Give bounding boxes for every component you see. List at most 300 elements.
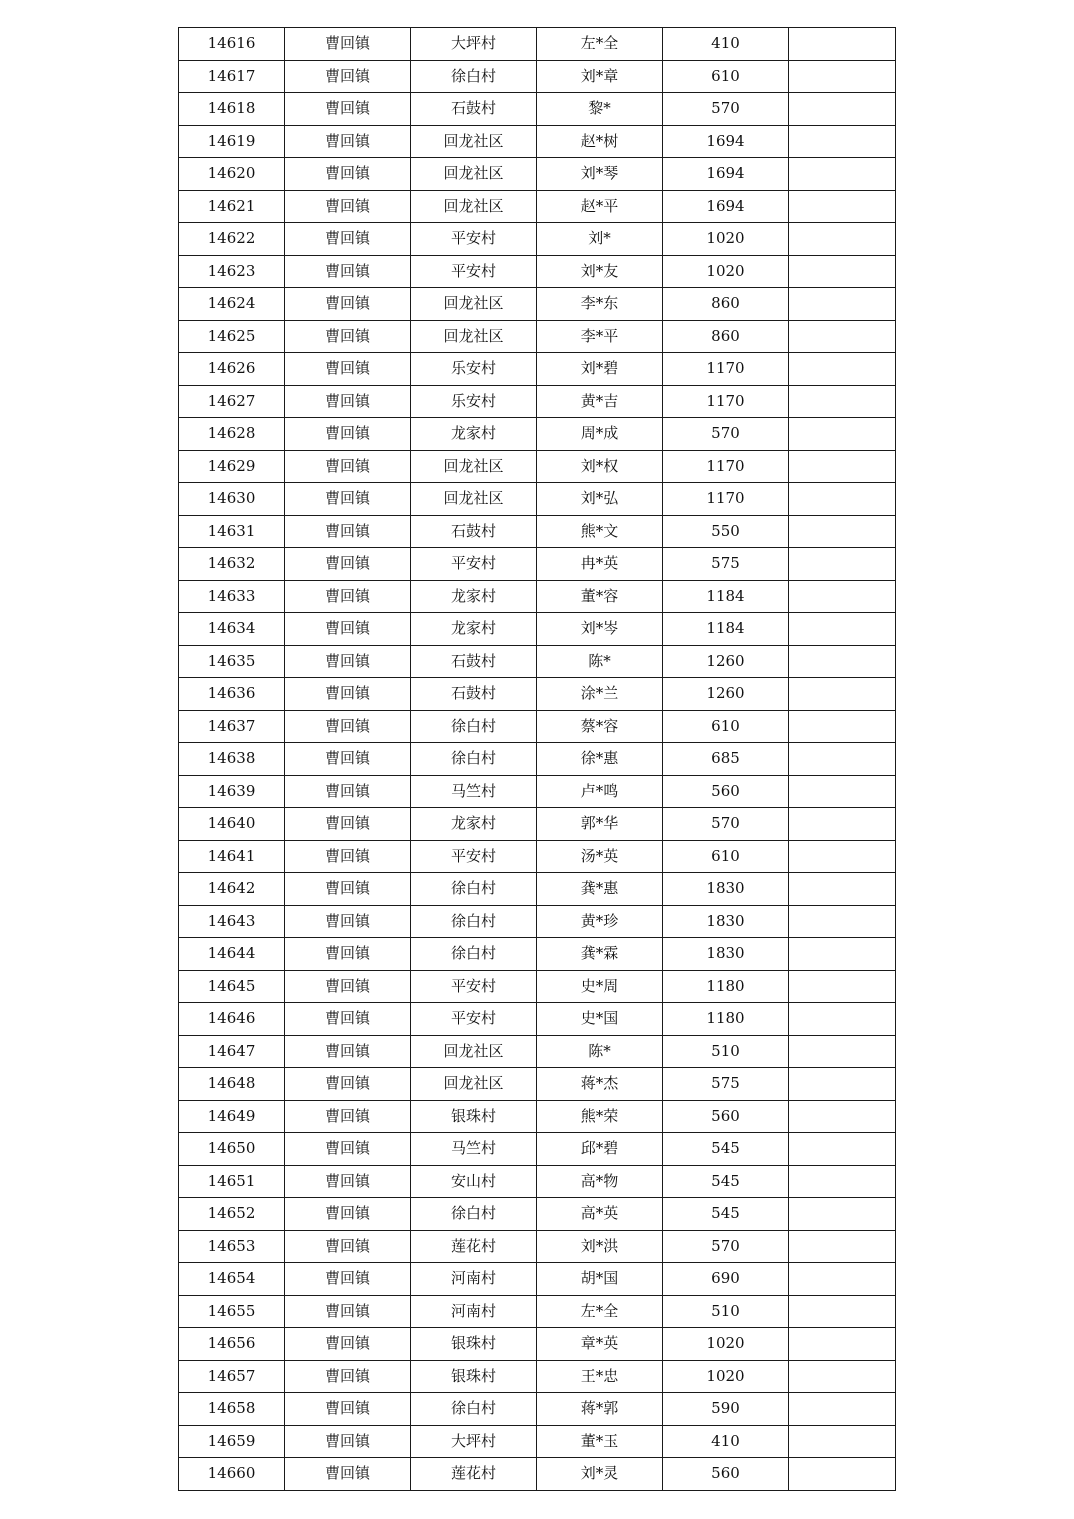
cell-village: 徐白村 (411, 938, 537, 971)
cell-note (789, 678, 896, 711)
cell-serial-number: 14634 (179, 613, 285, 646)
cell-amount: 1020 (663, 255, 789, 288)
cell-town: 曹回镇 (285, 1003, 411, 1036)
cell-amount: 570 (663, 808, 789, 841)
cell-town: 曹回镇 (285, 1425, 411, 1458)
cell-note (789, 450, 896, 483)
cell-serial-number: 14622 (179, 223, 285, 256)
cell-village: 徐白村 (411, 905, 537, 938)
cell-person-name: 龚*惠 (537, 873, 663, 906)
cell-amount: 570 (663, 418, 789, 451)
cell-town: 曹回镇 (285, 1198, 411, 1231)
cell-serial-number: 14638 (179, 743, 285, 776)
cell-village: 大坪村 (411, 1425, 537, 1458)
cell-town: 曹回镇 (285, 60, 411, 93)
cell-amount: 685 (663, 743, 789, 776)
cell-serial-number: 14641 (179, 840, 285, 873)
cell-village: 龙家村 (411, 418, 537, 451)
cell-town: 曹回镇 (285, 223, 411, 256)
cell-serial-number: 14651 (179, 1165, 285, 1198)
cell-note (789, 840, 896, 873)
cell-person-name: 董*容 (537, 580, 663, 613)
cell-serial-number: 14644 (179, 938, 285, 971)
cell-town: 曹回镇 (285, 1328, 411, 1361)
cell-note (789, 1230, 896, 1263)
cell-village: 银珠村 (411, 1328, 537, 1361)
cell-note (789, 613, 896, 646)
table-row (179, 353, 896, 386)
cell-village: 石鼓村 (411, 515, 537, 548)
cell-person-name: 王*忠 (537, 1360, 663, 1393)
cell-note (789, 255, 896, 288)
cell-serial-number: 14637 (179, 710, 285, 743)
cell-serial-number: 14655 (179, 1295, 285, 1328)
table-row (179, 223, 896, 256)
cell-person-name: 汤*英 (537, 840, 663, 873)
cell-town: 曹回镇 (285, 645, 411, 678)
cell-serial-number: 14629 (179, 450, 285, 483)
table-body (179, 28, 896, 1491)
cell-town: 曹回镇 (285, 1393, 411, 1426)
cell-amount: 560 (663, 1100, 789, 1133)
cell-amount: 1170 (663, 385, 789, 418)
cell-note (789, 1198, 896, 1231)
cell-town: 曹回镇 (285, 1360, 411, 1393)
cell-person-name: 左*全 (537, 28, 663, 61)
cell-note (789, 223, 896, 256)
cell-town: 曹回镇 (285, 905, 411, 938)
cell-village: 平安村 (411, 970, 537, 1003)
table-row (179, 158, 896, 191)
cell-amount: 610 (663, 60, 789, 93)
cell-note (789, 905, 896, 938)
cell-village: 回龙社区 (411, 190, 537, 223)
cell-person-name: 胡*国 (537, 1263, 663, 1296)
cell-note (789, 1133, 896, 1166)
cell-serial-number: 14646 (179, 1003, 285, 1036)
cell-amount: 510 (663, 1035, 789, 1068)
cell-note (789, 1458, 896, 1491)
cell-note (789, 320, 896, 353)
cell-amount: 510 (663, 1295, 789, 1328)
cell-village: 平安村 (411, 223, 537, 256)
cell-village: 龙家村 (411, 613, 537, 646)
cell-village: 银珠村 (411, 1360, 537, 1393)
cell-town: 曹回镇 (285, 1263, 411, 1296)
cell-note (789, 1165, 896, 1198)
cell-serial-number: 14628 (179, 418, 285, 451)
cell-village: 平安村 (411, 840, 537, 873)
cell-town: 曹回镇 (285, 1133, 411, 1166)
cell-town: 曹回镇 (285, 580, 411, 613)
cell-town: 曹回镇 (285, 418, 411, 451)
cell-serial-number: 14631 (179, 515, 285, 548)
cell-town: 曹回镇 (285, 873, 411, 906)
cell-amount: 1170 (663, 483, 789, 516)
table-row (179, 60, 896, 93)
table-row (179, 1165, 896, 1198)
cell-village: 回龙社区 (411, 320, 537, 353)
cell-note (789, 418, 896, 451)
cell-note (789, 125, 896, 158)
cell-person-name: 刘*弘 (537, 483, 663, 516)
cell-person-name: 刘*权 (537, 450, 663, 483)
cell-amount: 1694 (663, 158, 789, 191)
cell-amount: 1020 (663, 1328, 789, 1361)
cell-note (789, 873, 896, 906)
table-row (179, 1100, 896, 1133)
table-row (179, 125, 896, 158)
cell-serial-number: 14647 (179, 1035, 285, 1068)
cell-note (789, 808, 896, 841)
cell-town: 曹回镇 (285, 1100, 411, 1133)
table-row (179, 418, 896, 451)
cell-amount: 560 (663, 775, 789, 808)
cell-note (789, 1295, 896, 1328)
cell-serial-number: 14649 (179, 1100, 285, 1133)
cell-serial-number: 14660 (179, 1458, 285, 1491)
cell-person-name: 左*全 (537, 1295, 663, 1328)
cell-note (789, 190, 896, 223)
cell-village: 回龙社区 (411, 450, 537, 483)
cell-town: 曹回镇 (285, 515, 411, 548)
cell-town: 曹回镇 (285, 288, 411, 321)
cell-amount: 1170 (663, 450, 789, 483)
cell-note (789, 483, 896, 516)
table-row (179, 483, 896, 516)
cell-amount: 550 (663, 515, 789, 548)
cell-person-name: 涂*兰 (537, 678, 663, 711)
cell-serial-number: 14617 (179, 60, 285, 93)
table-row (179, 385, 896, 418)
cell-town: 曹回镇 (285, 28, 411, 61)
data-table (178, 27, 896, 1491)
cell-person-name: 卢*鸣 (537, 775, 663, 808)
cell-person-name: 赵*平 (537, 190, 663, 223)
table-row (179, 93, 896, 126)
cell-village: 平安村 (411, 548, 537, 581)
cell-amount: 560 (663, 1458, 789, 1491)
cell-amount: 610 (663, 710, 789, 743)
cell-town: 曹回镇 (285, 1035, 411, 1068)
cell-note (789, 28, 896, 61)
cell-person-name: 郭*华 (537, 808, 663, 841)
cell-town: 曹回镇 (285, 808, 411, 841)
table-row (179, 548, 896, 581)
cell-amount: 1830 (663, 873, 789, 906)
cell-serial-number: 14658 (179, 1393, 285, 1426)
table-row (179, 938, 896, 971)
cell-amount: 575 (663, 548, 789, 581)
cell-town: 曹回镇 (285, 353, 411, 386)
cell-note (789, 515, 896, 548)
cell-person-name: 刘*友 (537, 255, 663, 288)
cell-person-name: 龚*霖 (537, 938, 663, 971)
cell-person-name: 黄*珍 (537, 905, 663, 938)
cell-person-name: 周*成 (537, 418, 663, 451)
cell-amount: 1020 (663, 223, 789, 256)
cell-person-name: 刘*洪 (537, 1230, 663, 1263)
table-row (179, 1198, 896, 1231)
cell-note (789, 93, 896, 126)
table-row (179, 808, 896, 841)
cell-serial-number: 14625 (179, 320, 285, 353)
cell-serial-number: 14623 (179, 255, 285, 288)
cell-village: 回龙社区 (411, 288, 537, 321)
table-row (179, 1458, 896, 1491)
cell-village: 平安村 (411, 1003, 537, 1036)
table-row (179, 1035, 896, 1068)
cell-amount: 1830 (663, 938, 789, 971)
table-row (179, 1068, 896, 1101)
cell-village: 徐白村 (411, 873, 537, 906)
cell-person-name: 史*国 (537, 1003, 663, 1036)
table-row (179, 580, 896, 613)
cell-amount: 1694 (663, 125, 789, 158)
cell-town: 曹回镇 (285, 125, 411, 158)
cell-village: 乐安村 (411, 353, 537, 386)
cell-village: 大坪村 (411, 28, 537, 61)
cell-village: 龙家村 (411, 580, 537, 613)
cell-village: 银珠村 (411, 1100, 537, 1133)
cell-serial-number: 14640 (179, 808, 285, 841)
cell-village: 莲花村 (411, 1458, 537, 1491)
cell-note (789, 710, 896, 743)
cell-amount: 1180 (663, 1003, 789, 1036)
cell-serial-number: 14650 (179, 1133, 285, 1166)
cell-town: 曹回镇 (285, 93, 411, 126)
cell-person-name: 高*物 (537, 1165, 663, 1198)
cell-person-name: 邱*碧 (537, 1133, 663, 1166)
table-row (179, 840, 896, 873)
cell-amount: 590 (663, 1393, 789, 1426)
cell-person-name: 徐*惠 (537, 743, 663, 776)
cell-village: 回龙社区 (411, 483, 537, 516)
cell-note (789, 1003, 896, 1036)
cell-serial-number: 14652 (179, 1198, 285, 1231)
cell-town: 曹回镇 (285, 450, 411, 483)
cell-amount: 575 (663, 1068, 789, 1101)
cell-person-name: 熊*文 (537, 515, 663, 548)
cell-amount: 1184 (663, 580, 789, 613)
cell-amount: 1020 (663, 1360, 789, 1393)
cell-amount: 1180 (663, 970, 789, 1003)
cell-town: 曹回镇 (285, 1295, 411, 1328)
cell-town: 曹回镇 (285, 840, 411, 873)
cell-person-name: 蒋*杰 (537, 1068, 663, 1101)
table-row (179, 190, 896, 223)
cell-amount: 545 (663, 1165, 789, 1198)
cell-amount: 410 (663, 28, 789, 61)
cell-note (789, 385, 896, 418)
cell-village: 回龙社区 (411, 1068, 537, 1101)
cell-person-name: 董*玉 (537, 1425, 663, 1458)
cell-person-name: 蒋*郭 (537, 1393, 663, 1426)
cell-person-name: 蔡*容 (537, 710, 663, 743)
cell-note (789, 970, 896, 1003)
cell-note (789, 1425, 896, 1458)
cell-town: 曹回镇 (285, 1230, 411, 1263)
cell-person-name: 刘* (537, 223, 663, 256)
cell-serial-number: 14654 (179, 1263, 285, 1296)
cell-note (789, 60, 896, 93)
cell-person-name: 赵*树 (537, 125, 663, 158)
cell-note (789, 743, 896, 776)
table-row (179, 1328, 896, 1361)
cell-serial-number: 14653 (179, 1230, 285, 1263)
cell-serial-number: 14627 (179, 385, 285, 418)
cell-town: 曹回镇 (285, 678, 411, 711)
cell-serial-number: 14618 (179, 93, 285, 126)
cell-village: 回龙社区 (411, 158, 537, 191)
cell-village: 龙家村 (411, 808, 537, 841)
table-row (179, 288, 896, 321)
cell-amount: 1170 (663, 353, 789, 386)
cell-person-name: 陈* (537, 645, 663, 678)
cell-note (789, 1263, 896, 1296)
cell-amount: 690 (663, 1263, 789, 1296)
cell-town: 曹回镇 (285, 483, 411, 516)
cell-note (789, 645, 896, 678)
cell-village: 石鼓村 (411, 93, 537, 126)
cell-town: 曹回镇 (285, 1165, 411, 1198)
cell-town: 曹回镇 (285, 158, 411, 191)
table-row (179, 1133, 896, 1166)
cell-serial-number: 14616 (179, 28, 285, 61)
cell-person-name: 熊*荣 (537, 1100, 663, 1133)
cell-village: 石鼓村 (411, 678, 537, 711)
cell-amount: 570 (663, 1230, 789, 1263)
cell-amount: 545 (663, 1198, 789, 1231)
cell-note (789, 938, 896, 971)
table-row (179, 28, 896, 61)
cell-village: 马竺村 (411, 1133, 537, 1166)
table-row (179, 873, 896, 906)
cell-serial-number: 14636 (179, 678, 285, 711)
cell-village: 平安村 (411, 255, 537, 288)
cell-note (789, 1035, 896, 1068)
cell-person-name: 黄*吉 (537, 385, 663, 418)
cell-person-name: 章*英 (537, 1328, 663, 1361)
table-row (179, 743, 896, 776)
cell-note (789, 1393, 896, 1426)
cell-serial-number: 14632 (179, 548, 285, 581)
cell-village: 安山村 (411, 1165, 537, 1198)
table-row (179, 645, 896, 678)
table-row (179, 255, 896, 288)
table-row (179, 320, 896, 353)
table-row (179, 450, 896, 483)
cell-note (789, 548, 896, 581)
cell-village: 石鼓村 (411, 645, 537, 678)
cell-village: 河南村 (411, 1295, 537, 1328)
cell-note (789, 1360, 896, 1393)
cell-amount: 570 (663, 93, 789, 126)
cell-town: 曹回镇 (285, 320, 411, 353)
cell-amount: 1260 (663, 645, 789, 678)
cell-serial-number: 14633 (179, 580, 285, 613)
cell-serial-number: 14639 (179, 775, 285, 808)
table-row (179, 1230, 896, 1263)
cell-note (789, 288, 896, 321)
table-row (179, 775, 896, 808)
cell-amount: 860 (663, 288, 789, 321)
cell-serial-number: 14643 (179, 905, 285, 938)
cell-amount: 410 (663, 1425, 789, 1458)
table-row (179, 1263, 896, 1296)
cell-town: 曹回镇 (285, 938, 411, 971)
cell-town: 曹回镇 (285, 743, 411, 776)
cell-serial-number: 14648 (179, 1068, 285, 1101)
cell-amount: 1830 (663, 905, 789, 938)
cell-town: 曹回镇 (285, 548, 411, 581)
cell-serial-number: 14657 (179, 1360, 285, 1393)
cell-amount: 1184 (663, 613, 789, 646)
cell-serial-number: 14645 (179, 970, 285, 1003)
table-row (179, 1425, 896, 1458)
table-row (179, 678, 896, 711)
cell-note (789, 775, 896, 808)
table-row (179, 613, 896, 646)
cell-village: 徐白村 (411, 743, 537, 776)
cell-village: 马竺村 (411, 775, 537, 808)
cell-note (789, 1100, 896, 1133)
cell-serial-number: 14619 (179, 125, 285, 158)
cell-village: 回龙社区 (411, 125, 537, 158)
cell-serial-number: 14642 (179, 873, 285, 906)
cell-person-name: 刘*灵 (537, 1458, 663, 1491)
cell-person-name: 黎* (537, 93, 663, 126)
cell-person-name: 刘*岑 (537, 613, 663, 646)
cell-serial-number: 14621 (179, 190, 285, 223)
cell-village: 徐白村 (411, 60, 537, 93)
cell-person-name: 李*平 (537, 320, 663, 353)
cell-person-name: 李*东 (537, 288, 663, 321)
cell-note (789, 353, 896, 386)
cell-amount: 1694 (663, 190, 789, 223)
table-row (179, 710, 896, 743)
cell-town: 曹回镇 (285, 970, 411, 1003)
cell-town: 曹回镇 (285, 190, 411, 223)
cell-person-name: 史*周 (537, 970, 663, 1003)
cell-village: 徐白村 (411, 1198, 537, 1231)
table-row (179, 1360, 896, 1393)
table-row (179, 905, 896, 938)
cell-serial-number: 14630 (179, 483, 285, 516)
table-row (179, 1003, 896, 1036)
cell-amount: 610 (663, 840, 789, 873)
cell-amount: 1260 (663, 678, 789, 711)
table-row (179, 970, 896, 1003)
table-row (179, 1295, 896, 1328)
cell-town: 曹回镇 (285, 613, 411, 646)
cell-serial-number: 14656 (179, 1328, 285, 1361)
cell-serial-number: 14659 (179, 1425, 285, 1458)
cell-amount: 860 (663, 320, 789, 353)
cell-town: 曹回镇 (285, 1458, 411, 1491)
cell-note (789, 1068, 896, 1101)
cell-serial-number: 14626 (179, 353, 285, 386)
cell-amount: 545 (663, 1133, 789, 1166)
cell-town: 曹回镇 (285, 775, 411, 808)
cell-person-name: 刘*琴 (537, 158, 663, 191)
table-row (179, 1393, 896, 1426)
cell-person-name: 陈* (537, 1035, 663, 1068)
cell-person-name: 刘*章 (537, 60, 663, 93)
cell-town: 曹回镇 (285, 710, 411, 743)
cell-town: 曹回镇 (285, 385, 411, 418)
cell-town: 曹回镇 (285, 255, 411, 288)
